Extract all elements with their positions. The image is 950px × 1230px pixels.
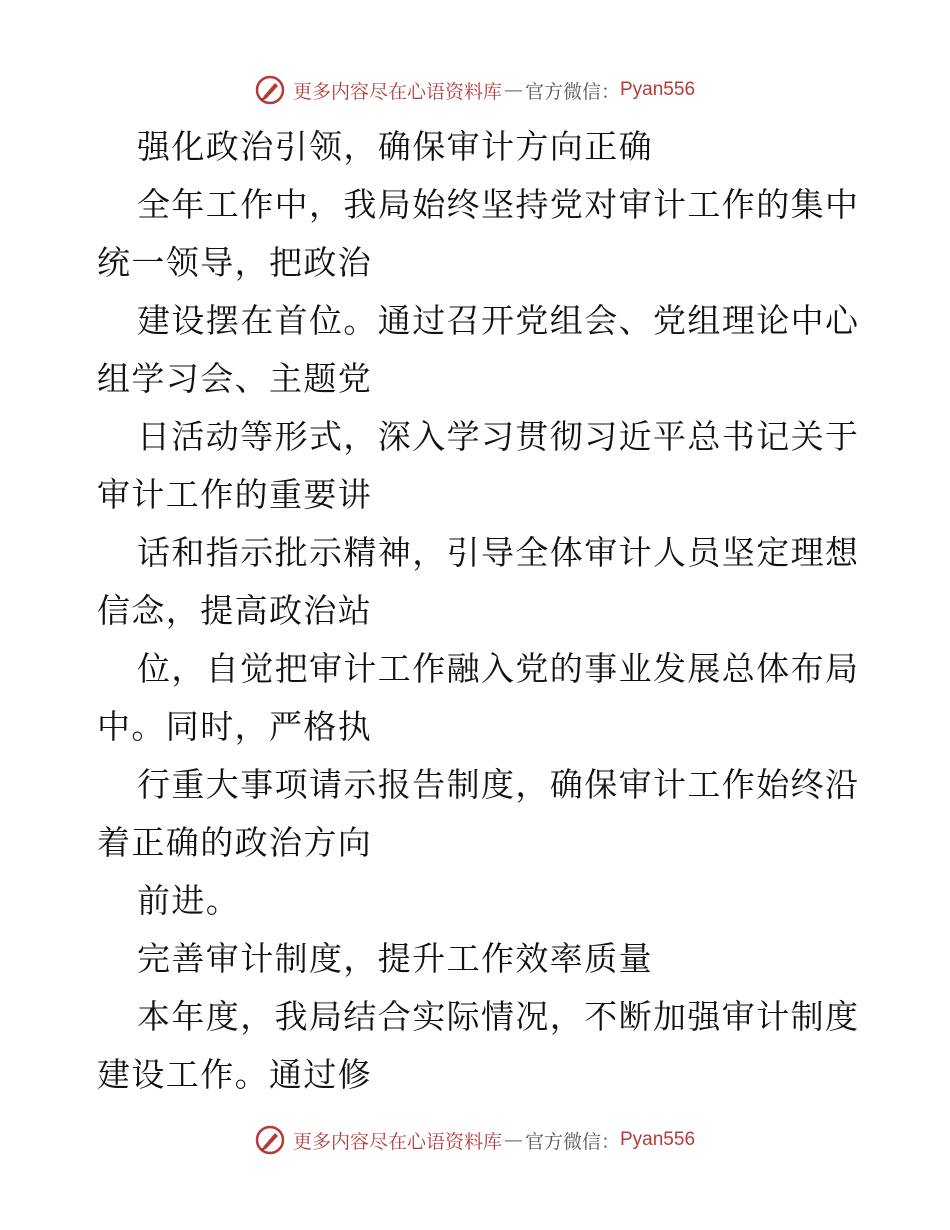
paragraph-line: 信念，提高政治站 [97,591,373,630]
banner-wechat-id: Pyan556 [620,1129,696,1150]
banner-text: 更多内容尽在心语资料库 [292,80,502,103]
footer-banner [0,1120,950,1160]
paragraph-line: 统一领导，把政治 [97,243,373,282]
banner-text: 更多内容尽在心语资料库 [292,1130,502,1153]
paragraph-line: 行重大事项请示报告制度，确保审计工作始终沿 [137,765,860,804]
header-banner [0,70,950,110]
banner-separator: — [503,79,523,101]
paragraph-line: 本年度，我局结合实际情况，不断加强审计制度 [137,997,860,1036]
heading-political-leadership: 强化政治引领，确保审计方向正确 [137,127,653,166]
paragraph-line: 位，自觉把审计工作融入党的事业发展总体布局 [137,649,860,688]
heading-audit-system: 完善审计制度，提升工作效率质量 [137,939,653,978]
paragraph-line: 全年工作中，我局始终坚持党对审计工作的集中 [137,185,860,224]
paragraph-line: 审计工作的重要讲 [97,475,373,514]
paragraph-line: 日活动等形式，深入学习贯彻习近平总书记关于 [137,417,860,456]
paragraph-line: 组学习会、主题党 [97,359,373,398]
paragraph-line: 话和指示批示精神，引导全体审计人员坚定理想 [137,533,860,572]
banner-wechat-id: Pyan556 [620,79,696,100]
paragraph-line: 建设工作。通过修 [97,1055,373,1094]
brush-pen-logo-icon [255,75,285,105]
banner-wechat-label: 官方微信： [524,80,620,103]
banner-wechat-label: 官方微信： [524,1130,620,1153]
paragraph-line: 前进。 [137,881,241,920]
banner-separator: — [503,1129,523,1151]
paragraph-line: 中。同时，严格执 [97,707,373,746]
brush-pen-logo-icon [255,1125,285,1155]
paragraph-line: 着正确的政治方向 [97,823,373,862]
paragraph-line: 建设摆在首位。通过召开党组会、党组理论中心 [137,301,860,340]
